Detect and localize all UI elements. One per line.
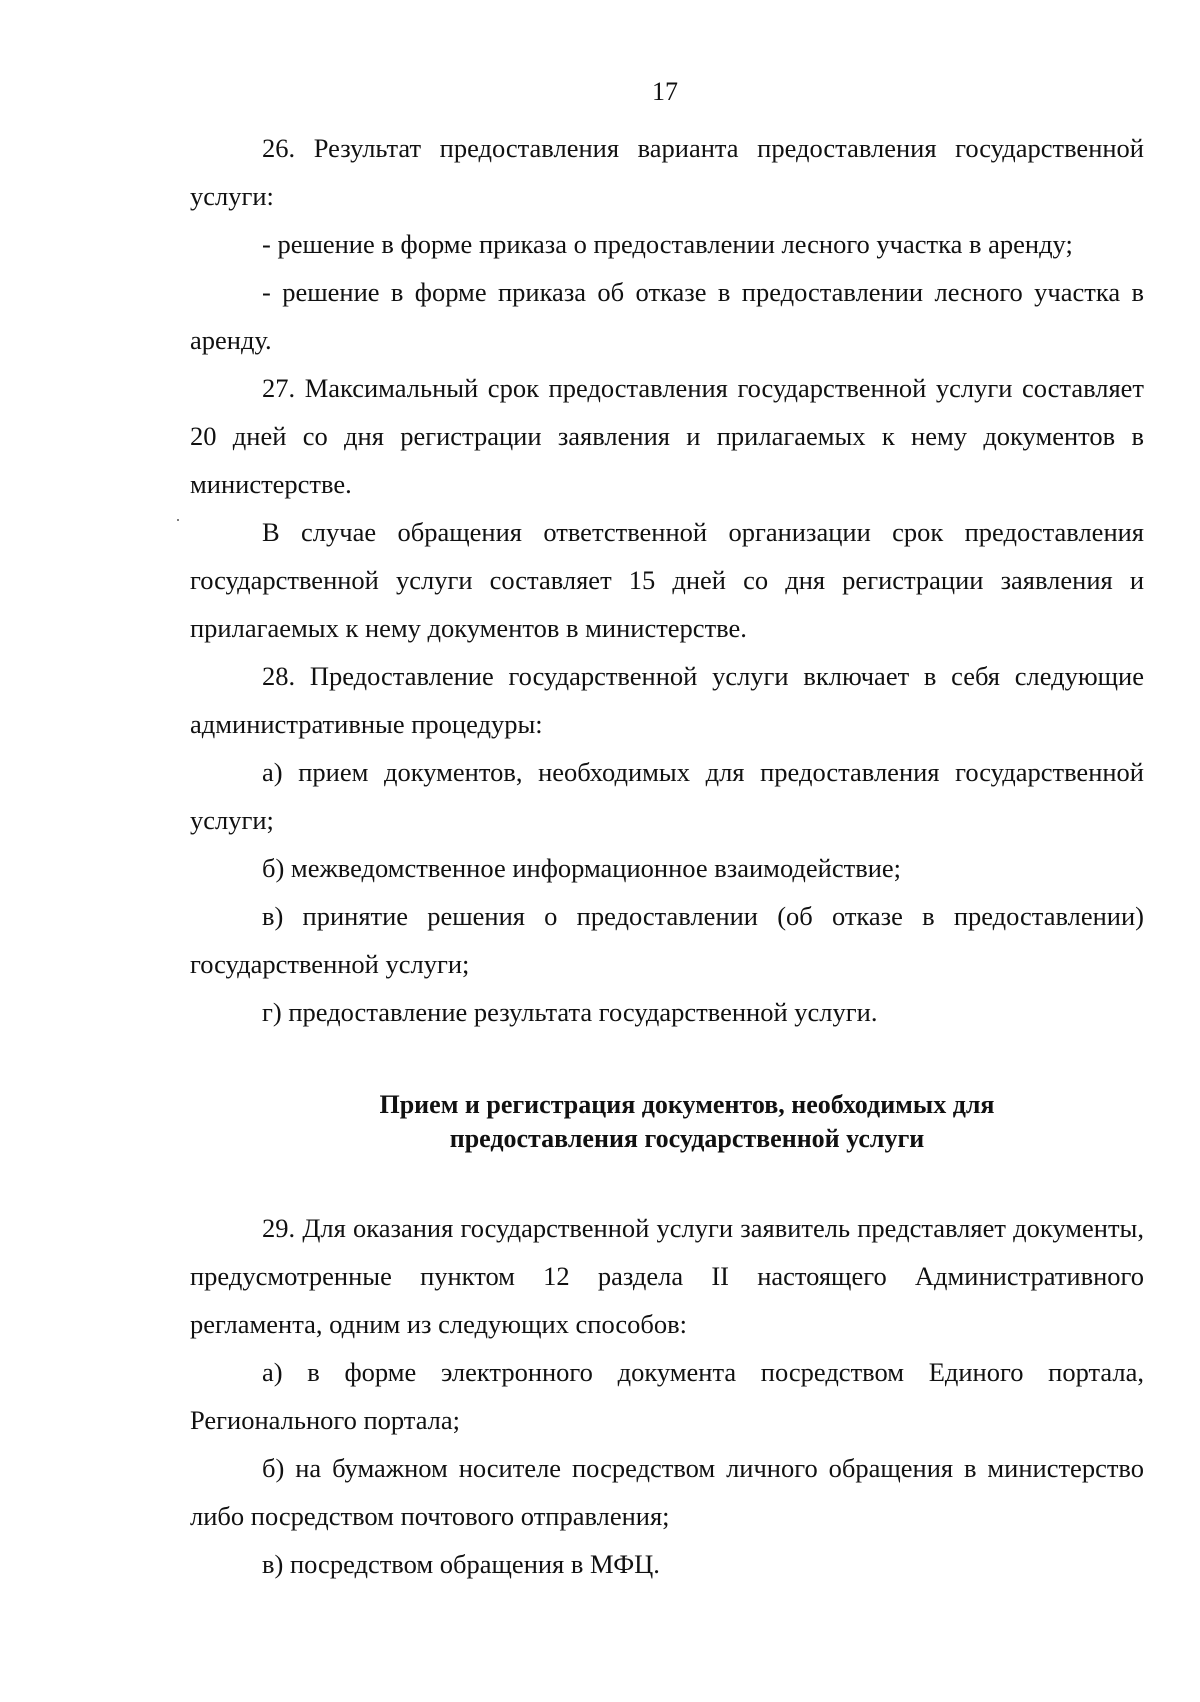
list-item-26-1: - решение в форме приказа о предоставлении лесного участка в аренду;: [262, 229, 1073, 259]
list-item-29-v: в) посредством обращения в МФЦ.: [262, 1549, 660, 1579]
document-body: [190, 124, 1144, 1588]
list-item-28-v: в) принятие решения о предоставлении (об отказе в предоставлении) государственной услуги;: [190, 901, 1144, 979]
paragraph-26: 26. Результат предоставления варианта предоставления государственной услуги:: [190, 133, 1144, 211]
paragraph-29: 29. Для оказания государственной услуги заявитель представляет документы, предусмотренные пунктом 12 раздела II настоящего Административного регламента, одним из следующих способов:: [190, 1213, 1144, 1339]
paragraph-27-note: В случае обращения ответственной организации срок предоставления государственной услуги составляет 15 дней со дня регистрации заявления и прилагаемых к нему документов в министерстве.: [190, 517, 1144, 643]
paragraph-27: 27. Максимальный срок предоставления государственной услуги составляет 20 дней со дня регистрации заявления и прилагаемых к нему документов в министерстве.: [190, 373, 1144, 499]
list-item-28-a: а) прием документов, необходимых для предоставления государственной услуги;: [190, 757, 1144, 835]
list-item-29-a: а) в форме электронного документа посредством Единого портала, Регионального портала;: [190, 1357, 1144, 1435]
list-item-29-b: б) на бумажном носителе посредством личного обращения в министерство либо посредством почтового отправления;: [190, 1453, 1144, 1531]
scan-artifact: [177, 519, 179, 521]
list-item-28-g: г) предоставление результата государственной услуги.: [262, 997, 878, 1027]
section-heading-line-2: предоставления государственной услуги: [449, 1124, 925, 1153]
paragraph-28: 28. Предоставление государственной услуги включает в себя следующие административные процедуры:: [190, 661, 1144, 739]
section-heading-line-1: Прием и регистрация документов, необходимых для: [379, 1090, 995, 1119]
list-item-26-2: - решение в форме приказа об отказе в предоставлении лесного участка в аренду.: [190, 277, 1144, 355]
section-heading: [190, 1088, 1144, 1156]
list-item-28-b: б) межведомственное информационное взаимодействие;: [262, 853, 902, 883]
page-number: 17: [652, 77, 678, 106]
